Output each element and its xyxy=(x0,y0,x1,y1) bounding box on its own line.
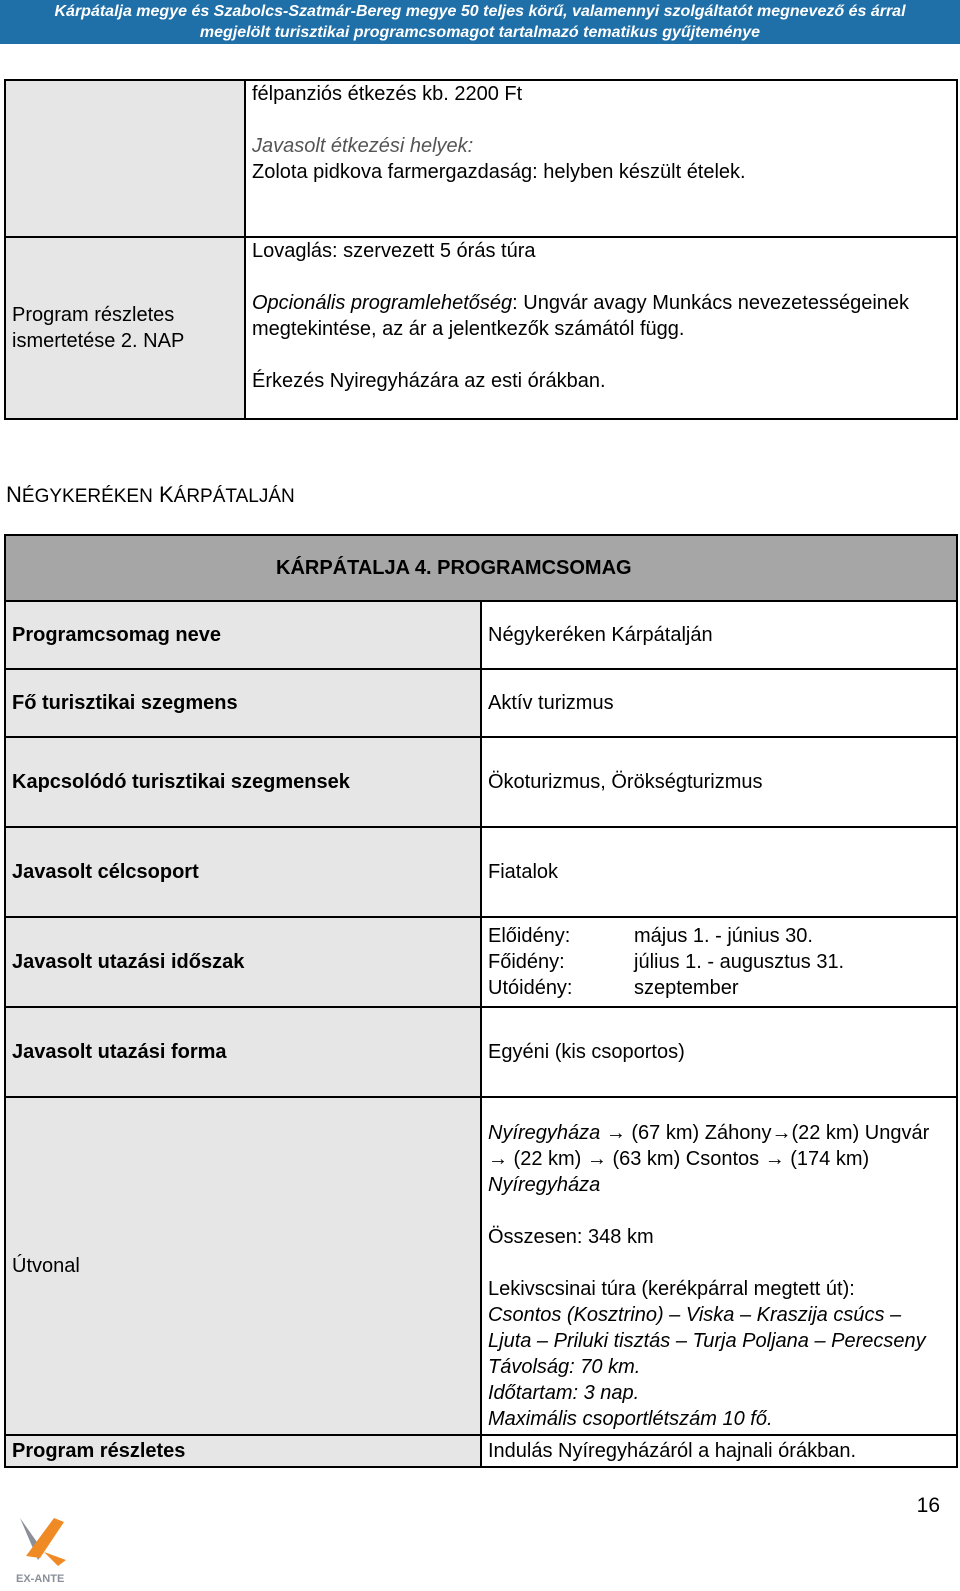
document-header xyxy=(0,0,960,44)
season-value: július 1. - augusztus 31. xyxy=(634,951,845,973)
logo-text: EX-ANTE xyxy=(16,1573,65,1585)
target-group-label: Javasolt célcsoport xyxy=(5,827,481,917)
table-row xyxy=(5,1007,957,1097)
table-row xyxy=(5,827,957,917)
header-line-1: Kárpátalja megye és Szabolcs-Szatmár-Bereg megye 50 teljes körű, valamennyi szolgáltatót megnevező és árral xyxy=(54,3,906,20)
title-rest-1: ÉGYKERÉKEN xyxy=(21,486,153,507)
meal-price: félpanziós étkezés kb. 2200 Ft xyxy=(252,83,523,105)
details-label: Program részletes xyxy=(5,1435,481,1467)
package-title: KÁRPÁTALJA 4. PROGRAMCSOMAG xyxy=(5,535,957,601)
page-number: 16 xyxy=(916,1494,940,1517)
meal-places-label: Javasolt étkezési helyek: xyxy=(252,135,474,157)
season-key: Előidény: xyxy=(488,925,571,947)
optional-program xyxy=(252,290,950,342)
main-segment-label: Fő turisztikai szegmens xyxy=(5,669,481,737)
route-mid: → (67 km) Záhony→(22 km) Ungvár → (22 km) → (63 km) Csontos → (174 km) xyxy=(488,1122,930,1170)
season-row xyxy=(488,949,950,975)
tour-title: Lekivscsinai túra (kerékpárral megtett út): xyxy=(488,1278,855,1300)
optional-text: : Ungvár avagy Munkács nevezetességeinek megtekintése, az ár a jelentkezők számától függ. xyxy=(252,292,910,340)
section-title xyxy=(6,482,295,510)
route-cell xyxy=(481,1097,957,1435)
tour-duration: Időtartam: 3 nap. xyxy=(488,1382,640,1404)
package-name-label: Programcsomag neve xyxy=(5,601,481,669)
day2-label: Program részletes ismertetése 2. NAP xyxy=(5,237,245,419)
target-group-value: Fiatalok xyxy=(481,827,957,917)
program-table xyxy=(4,534,958,1468)
optional-label: Opcionális programlehetőség xyxy=(252,292,513,314)
travel-form-label: Javasolt utazási forma xyxy=(5,1007,481,1097)
package-name-value: Négykeréken Kárpátalján xyxy=(481,601,957,669)
day2-cell xyxy=(245,237,957,419)
table-row xyxy=(5,1097,957,1435)
related-segments-value: Ökoturizmus, Örökségturizmus xyxy=(481,737,957,827)
table-row xyxy=(5,917,957,1007)
season-key: Főidény: xyxy=(488,951,565,973)
route-start: Nyíregyháza xyxy=(488,1122,601,1144)
table-row xyxy=(5,601,957,669)
travel-period-label: Javasolt utazási időszak xyxy=(5,917,481,1007)
route-total: Összesen: 348 km xyxy=(488,1226,654,1248)
arrival-text: Érkezés Nyiregyházára az esti órákban. xyxy=(252,370,606,392)
meal-place: Zolota pidkova farmergazdaság: helyben készült ételek. xyxy=(252,161,746,183)
table-row xyxy=(5,669,957,737)
header-line-2: megjelölt turisztikai programcsomagot tartalmazó tematikus gyűjteménye xyxy=(199,24,761,41)
tour-distance: Távolság: 70 km. xyxy=(488,1356,641,1378)
season-value: szeptember xyxy=(634,977,739,999)
route-text xyxy=(488,1120,950,1198)
route-end: Nyíregyháza xyxy=(488,1174,601,1196)
riding-text: Lovaglás: szervezett 5 órás túra xyxy=(252,240,536,262)
season-row xyxy=(488,923,950,949)
table-row xyxy=(5,80,957,237)
ex-ante-logo xyxy=(14,1508,74,1586)
title-cap-1: N xyxy=(6,482,22,507)
route-label: Útvonal xyxy=(5,1097,481,1435)
season-key: Utóidény: xyxy=(488,977,573,999)
label-cell-empty xyxy=(5,80,245,237)
table-row xyxy=(5,237,957,419)
title-rest-2: ÁRPÁTALJÁN xyxy=(173,486,295,507)
travel-form-value: Egyéni (kis csoportos) xyxy=(481,1007,957,1097)
travel-period-value xyxy=(481,917,957,1007)
season-value: május 1. - június 30. xyxy=(634,925,813,947)
related-segments-label: Kapcsolódó turisztikai szegmensek xyxy=(5,737,481,827)
season-row xyxy=(488,975,950,1001)
title-cap-2: K xyxy=(158,482,174,507)
main-segment-value: Aktív turizmus xyxy=(481,669,957,737)
details-value: Indulás Nyíregyházáról a hajnali órákban. xyxy=(481,1435,957,1467)
tour-path: Csontos (Kosztrino) – Viska – Kraszija csúcs – Ljuta – Priluki tisztás – Turja Poljana – Perecseny xyxy=(488,1304,926,1352)
tour-maxgroup: Maximális csoportlétszám 10 fő. xyxy=(488,1408,773,1430)
meal-cell xyxy=(245,80,957,237)
table-row xyxy=(5,535,957,601)
table-row xyxy=(5,1435,957,1467)
program-table-continued xyxy=(4,79,958,420)
table-row xyxy=(5,737,957,827)
